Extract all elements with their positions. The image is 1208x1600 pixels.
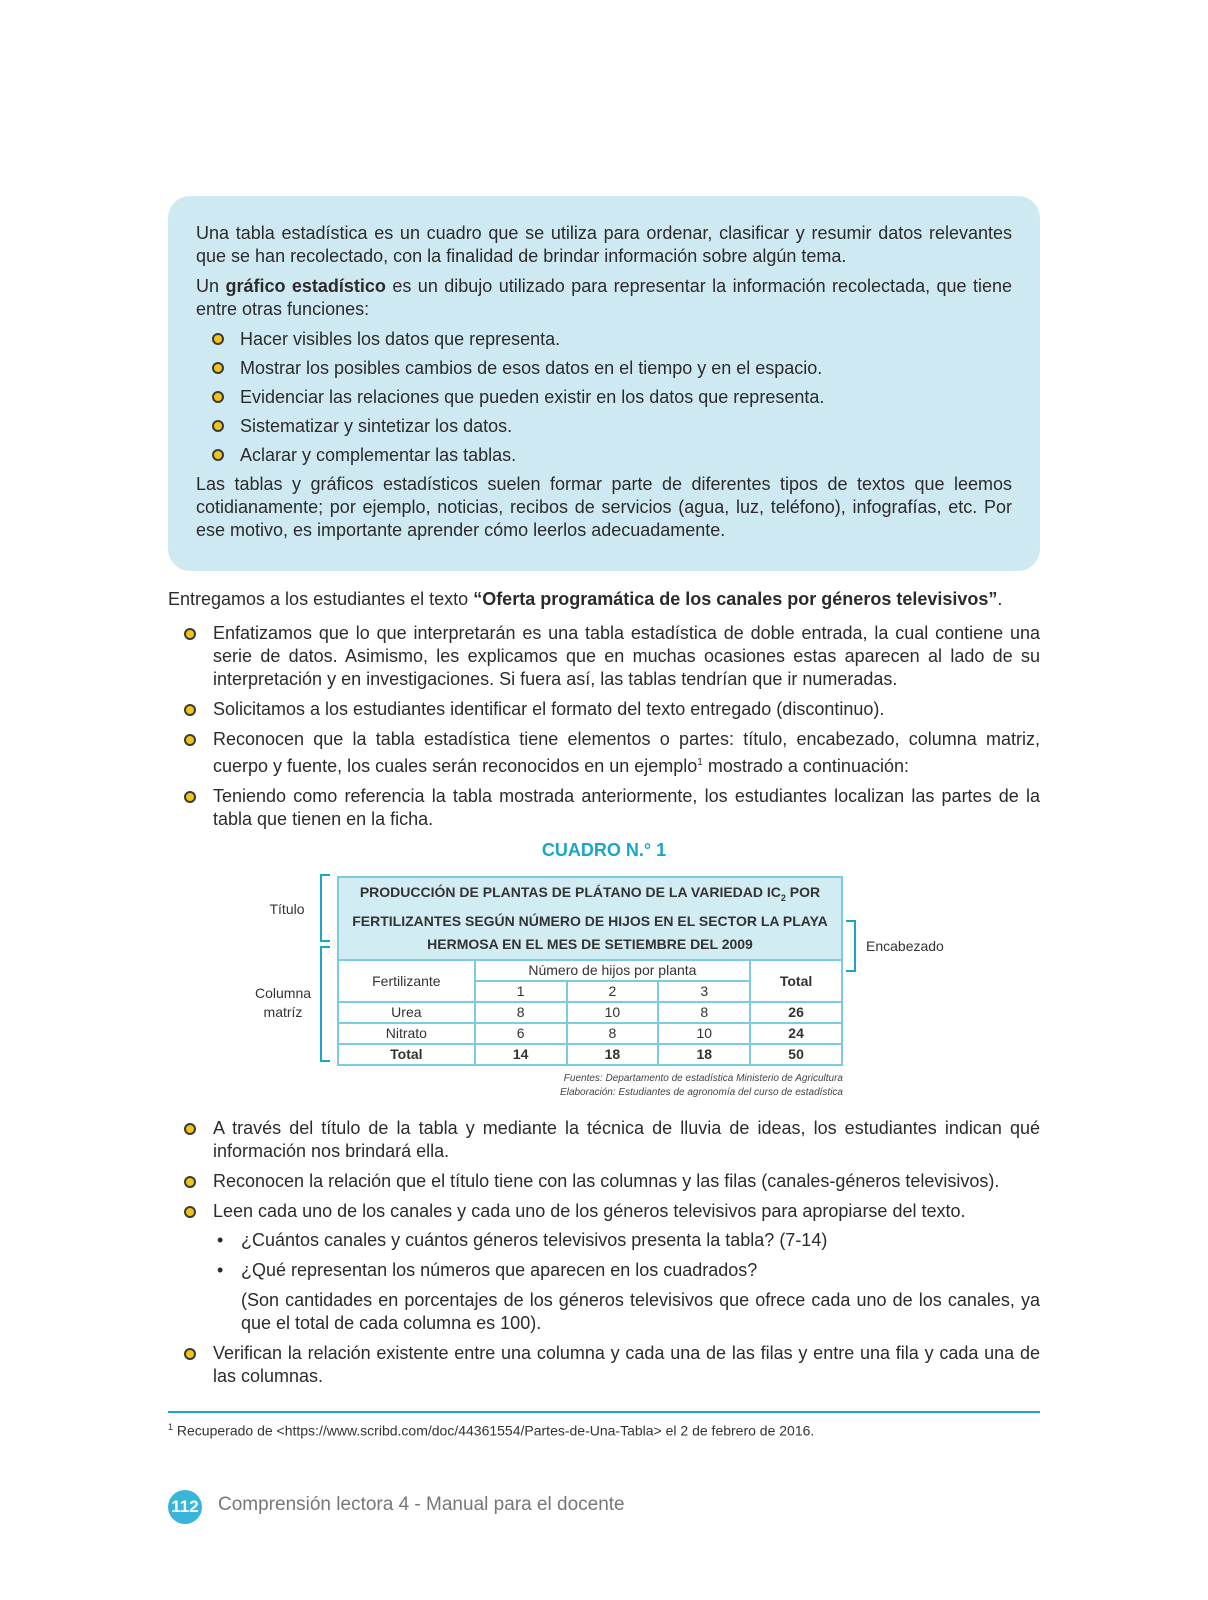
list-item-text: Solicitamos a los estudiantes identificar el formato del texto entregado (discontinuo). bbox=[213, 699, 885, 719]
row-total: 24 bbox=[750, 1023, 842, 1044]
table-row bbox=[338, 1023, 842, 1044]
intro-paragraph bbox=[168, 588, 1040, 611]
list-item bbox=[168, 1200, 1040, 1335]
intro-suffix: . bbox=[997, 589, 1003, 609]
list-item bbox=[196, 328, 1012, 351]
encabezado-bracket bbox=[846, 920, 856, 972]
list-item bbox=[168, 1342, 1040, 1388]
page-footer-title: Comprensión lectora 4 - Manual para el docente bbox=[218, 1494, 625, 1515]
sub-item-text: ¿Qué representan los números que aparecen en los cuadrados? bbox=[241, 1260, 758, 1280]
info-paragraph-1: Una tabla estadística es un cuadro que se utiliza para ordenar, clasificar y resumir datos relevantes que se han recolectado, con la finalidad de brindar información sobre algún tema. bbox=[196, 223, 1012, 266]
list-item-text: Reconocen la relación que el título tiene con las columnas y las filas (canales-géneros televisivos). bbox=[213, 1171, 1000, 1191]
source-line: Elaboración: Estudiantes de agronomía del curso de estadística bbox=[560, 1087, 843, 1098]
statistics-table bbox=[337, 876, 843, 1066]
table-cell: 10 bbox=[658, 1023, 750, 1044]
info-p2-suffix: es un dibujo utilizado para representar la información recolectada, que tiene entre otras funciones: bbox=[196, 276, 1013, 319]
list-item-text: Sistematizar y sintetizar los datos. bbox=[240, 416, 513, 436]
label-titulo: Título bbox=[269, 901, 305, 917]
info-paragraph-2 bbox=[196, 275, 1012, 321]
list-item bbox=[196, 386, 1012, 409]
list-item bbox=[168, 622, 1040, 691]
table-cell: 8 bbox=[658, 1002, 750, 1023]
list-item bbox=[168, 698, 1040, 721]
list-item-text: A través del título de la tabla y mediante la técnica de lluvia de ideas, los estudiantes indican qué información nos brindará ella. bbox=[213, 1118, 1040, 1161]
list-item bbox=[196, 444, 1012, 467]
source-line: Fuentes: Departamento de estadística Ministerio de Agricultura bbox=[563, 1073, 843, 1084]
bullet-circle-icon bbox=[184, 791, 196, 803]
subheader-cell: 1 bbox=[475, 981, 567, 1002]
page-number-badge: 112 bbox=[168, 1490, 202, 1524]
list-item-text: Teniendo como referencia la tabla mostrada anteriormente, los estudiantes localizan las partes de la tabla que tienen en la ficha. bbox=[213, 786, 1040, 829]
bullet-circle-icon bbox=[184, 734, 196, 746]
list-item-text: Evidenciar las relaciones que pueden existir en los datos que representa. bbox=[240, 387, 825, 407]
list-item-text: Aclarar y complementar las tablas. bbox=[240, 445, 517, 465]
header-group: Número de hijos por planta bbox=[475, 960, 750, 981]
header-fertilizante: Fertilizante bbox=[338, 960, 475, 1002]
bullet-dot-icon: • bbox=[217, 1260, 224, 1280]
list-item bbox=[168, 728, 1040, 778]
info-p2-prefix: Un bbox=[196, 276, 226, 296]
table-cell: 8 bbox=[567, 1023, 659, 1044]
list-item-text: Mostrar los posibles cambios de esos datos en el tiempo y en el espacio. bbox=[240, 358, 823, 378]
bullet-circle-icon bbox=[212, 362, 224, 374]
cuadro-label: CUADRO N.° 1 bbox=[541, 840, 667, 860]
questions-list bbox=[213, 1229, 1040, 1335]
footnote-divider bbox=[168, 1411, 1040, 1413]
table-row bbox=[338, 1002, 842, 1023]
table-title-part: POR FERTILIZANTES SEGÚN NÚMERO DE HIJOS EN EL SECTOR LA PLAYA HERMOSA EN EL MES DE SETIEMBRE DEL 2009 bbox=[352, 884, 828, 952]
bullet-circle-icon bbox=[184, 1123, 196, 1135]
table-cell: 8 bbox=[475, 1002, 567, 1023]
footnote-number: 1 bbox=[168, 1422, 174, 1432]
list-item bbox=[196, 357, 1012, 380]
info-paragraph-3: Las tablas y gráficos estadísticos suelen formar parte de diferentes tipos de textos que leemos cotidianamente; por ejemplo, noticias, recibos de servicios (agua, luz, teléfono), infografías, etc. Por ese motivo, es importante aprender cómo leerlos adecuadamente. bbox=[196, 474, 1012, 540]
table-cell: 14 bbox=[475, 1044, 567, 1065]
info-box bbox=[168, 196, 1040, 571]
table-cell: 10 bbox=[567, 1002, 659, 1023]
bullet-circle-icon bbox=[184, 1206, 196, 1218]
sub-item-text: ¿Cuántos canales y cuántos géneros televisivos presenta la tabla? (7-14) bbox=[241, 1230, 828, 1250]
row-name: Total bbox=[338, 1044, 475, 1065]
titulo-bracket bbox=[320, 874, 330, 942]
footnote-text: Recuperado de <https://www.scribd.com/doc/44361554/Partes-de-Una-Tabla> el 2 de febrero de 2016. bbox=[173, 1422, 815, 1439]
bullet-circle-icon bbox=[184, 704, 196, 716]
label-encabezado: Encabezado bbox=[866, 938, 944, 954]
subheader-cell: 3 bbox=[658, 981, 750, 1002]
footnote-reference: 1 bbox=[697, 757, 703, 768]
list-item-text: Hacer visibles los datos que representa. bbox=[240, 329, 561, 349]
list-item-text: mostrado a continuación: bbox=[702, 756, 909, 776]
row-name: Urea bbox=[338, 1002, 475, 1023]
list-item-text: Verifican la relación existente entre una columna y cada una de las filas y entre una fila y cada una de las columnas. bbox=[213, 1343, 1040, 1386]
functions-list bbox=[196, 328, 1012, 467]
table-title bbox=[338, 877, 842, 960]
label-columna: Columna bbox=[254, 985, 312, 1001]
intro-text-title: “Oferta programática de los canales por géneros televisivos” bbox=[473, 589, 998, 609]
label-columna-matriz bbox=[248, 984, 318, 1022]
bullet-circle-icon bbox=[184, 1176, 196, 1188]
list-item-text: Leen cada uno de los canales y cada uno de los géneros televisivos para apropiarse del texto. bbox=[213, 1201, 966, 1221]
bullet-circle-icon bbox=[212, 420, 224, 432]
intro-prefix: Entregamos a los estudiantes el texto bbox=[168, 589, 474, 609]
table-source bbox=[480, 1072, 843, 1100]
bullet-circle-icon bbox=[184, 1348, 196, 1360]
table-title-part: PRODUCCIÓN DE PLANTAS DE PLÁTANO DE LA VARIEDAD IC bbox=[359, 884, 781, 900]
steps-list-1 bbox=[168, 622, 1040, 838]
row-name: Nitrato bbox=[338, 1023, 475, 1044]
bullet-circle-icon bbox=[212, 449, 224, 461]
list-item bbox=[168, 1117, 1040, 1163]
table-cell: 6 bbox=[475, 1023, 567, 1044]
sub-list-note bbox=[213, 1289, 1040, 1335]
list-item bbox=[196, 415, 1012, 438]
label-matriz: matríz bbox=[263, 1004, 303, 1020]
header-total: Total bbox=[750, 960, 842, 1002]
table-title-subscript: 2 bbox=[780, 892, 786, 903]
table-cell: 18 bbox=[658, 1044, 750, 1065]
list-item-text: Enfatizamos que lo que interpretarán es una tabla estadística de doble entrada, la cual contiene una serie de datos. Asimismo, les explicamos que en muchas ocasiones estas aparecen al lado de su interpretación y en investigaciones. Si fuera así, las tablas tendrían que ir numeradas. bbox=[213, 623, 1040, 689]
footnote bbox=[168, 1422, 814, 1439]
subheader-cell: 2 bbox=[567, 981, 659, 1002]
list-item-text: Reconocen que la tabla estadística tiene elementos o partes: título, encabezado, columna matriz, cuerpo y fuente, los cuales serán reconocidos en un ejemplo bbox=[213, 729, 1040, 776]
steps-list-2 bbox=[168, 1117, 1040, 1395]
table-cell: 18 bbox=[567, 1044, 659, 1065]
table-row-total bbox=[338, 1044, 842, 1065]
bullet-circle-icon bbox=[212, 333, 224, 345]
row-total: 50 bbox=[750, 1044, 842, 1065]
list-item bbox=[168, 785, 1040, 831]
bullet-circle-icon bbox=[212, 391, 224, 403]
info-p2-bold: gráfico estadístico bbox=[225, 276, 386, 296]
bullet-circle-icon bbox=[184, 628, 196, 640]
sub-item-text: (Son cantidades en porcentajes de los géneros televisivos que ofrece cada uno de los canales, ya que el total de cada columna es 100). bbox=[241, 1290, 1040, 1333]
list-item bbox=[168, 1170, 1040, 1193]
sub-list-item bbox=[213, 1229, 1040, 1252]
bullet-dot-icon: • bbox=[217, 1230, 224, 1250]
columna-matriz-bracket bbox=[320, 946, 330, 1062]
sub-list-item bbox=[213, 1259, 1040, 1282]
row-total: 26 bbox=[750, 1002, 842, 1023]
